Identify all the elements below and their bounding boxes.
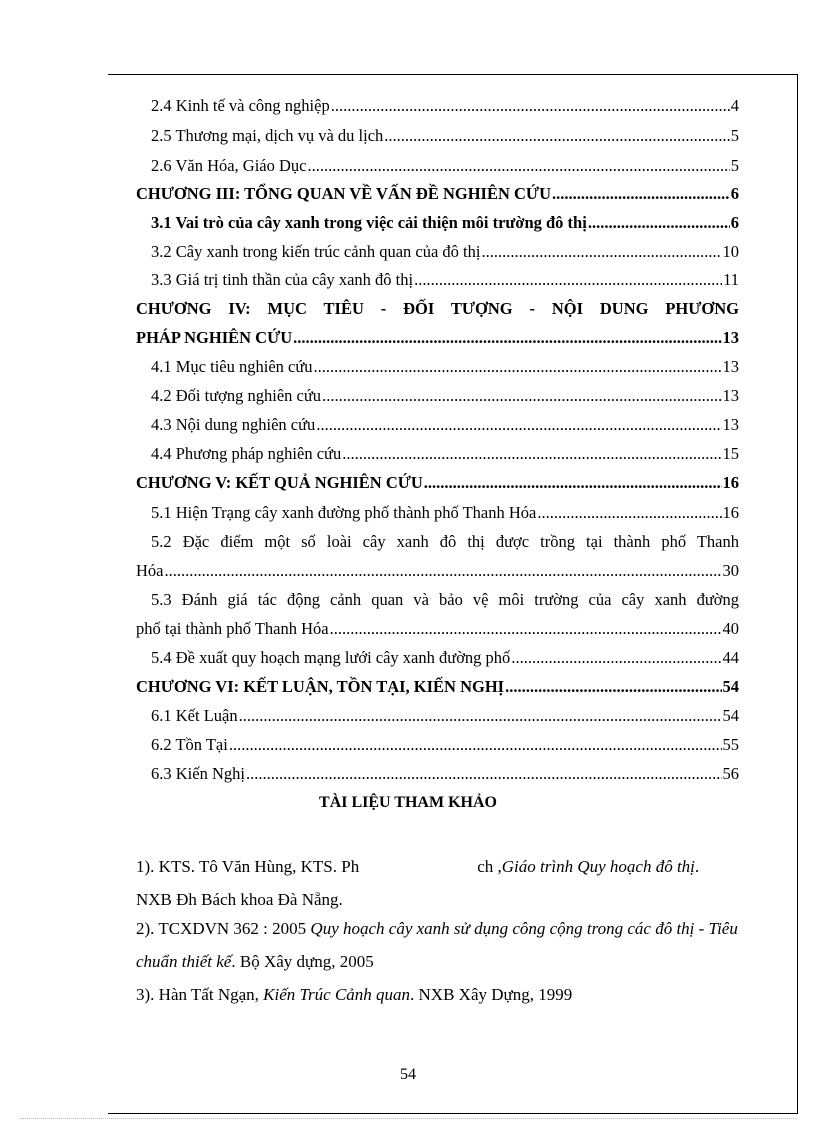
toc-entry-label: 3.2 Cây xanh trong kiến trúc cảnh quan của đô thị [151,242,481,261]
dot-leader [246,764,722,784]
dot-leader [322,386,721,406]
toc-entry[interactable] [136,213,739,233]
toc-entry-label: Hóa [136,561,164,580]
toc-entry-page: 16 [722,503,739,522]
toc-entry-label: 2.4 Kinh tế và công nghiệp [151,96,330,115]
toc-chapter-line[interactable]: CHƯƠNG IV: MỤC TIÊU - ĐỐI TƯỢNG - NỘI DUNG PHƯƠNG [136,299,739,318]
toc-entry[interactable] [136,357,739,377]
dot-leader [229,735,722,755]
toc-entry-page: 54 [722,706,739,725]
dot-leader [588,213,730,233]
dot-leader [308,156,730,176]
toc-entry-page: 54 [722,677,739,696]
toc-chapter[interactable] [136,184,739,204]
toc-entry[interactable] [136,764,739,784]
toc-entry-label: 4.4 Phương pháp nghiên cứu [151,444,342,463]
toc-entry-label: 4.1 Mục tiêu nghiên cứu [151,357,313,376]
dot-leader [342,444,721,464]
toc-entry-line[interactable]: 5.2 Đặc điểm một số loài cây xanh đô thị được trồng tại thành phố Thanh [151,532,739,551]
dot-leader [505,677,721,697]
toc-entry-page: 13 [722,415,739,434]
toc-entry[interactable] [136,619,739,639]
toc-entry[interactable] [136,503,739,523]
dot-leader [165,561,722,581]
references-heading: TÀI LIỆU THAM KHẢO [319,794,497,811]
toc-entry-page: 44 [722,648,739,667]
toc-entry-label: CHƯƠNG VI: KẾT LUẬN, TỒN TẠI, KIẾN NGHỊ [136,677,505,696]
toc-entry-page: 15 [722,444,739,463]
reference-text: ch , [477,857,502,876]
toc-entry-label: 2.5 Thương mại, dịch vụ và du lịch [151,126,384,145]
toc-entry[interactable] [136,415,739,435]
reference-title: Giáo trình Quy hoạch đô thị [501,857,695,876]
reference-text: . NXB Xây Dựng, 1999 [410,985,573,1004]
dot-leader [331,96,730,116]
toc-entry-page: 6 [730,213,739,232]
toc-chapter[interactable] [136,677,739,697]
reference-text: . NXB Đh Bách khoa Đà Nẵng. [136,857,700,909]
toc-entry[interactable] [136,444,739,464]
dot-leader [384,126,729,146]
toc-entry-label: 3.3 Giá trị tinh thần của cây xanh đô thị [151,270,414,289]
toc-entry-label: 2.6 Văn Hóa, Giáo Dục [151,156,307,175]
reference-text: 3). Hàn Tất Ngạn, [136,985,264,1004]
toc-entry[interactable] [136,242,739,262]
dot-leader [239,706,722,726]
dot-leader [314,357,722,377]
toc-entry-label: CHƯƠNG V: KẾT QUẢ NGHIÊN CỨU [136,473,423,492]
toc-entry-page: 6 [730,184,739,203]
toc-entry-page: 11 [723,270,739,289]
toc-entry[interactable] [136,96,739,116]
reference-text: . Bộ Xây dựng, 2005 [231,952,374,971]
toc-entry[interactable] [136,386,739,406]
toc-entry-label: 6.3 Kiến Nghị [151,764,245,783]
toc-entry-label: 4.2 Đối tượng nghiên cứu [151,386,322,405]
toc-entry[interactable] [136,735,739,755]
dot-leader [537,503,721,523]
dot-leader [552,184,730,204]
toc-entry-page: 13 [722,357,739,376]
toc-entry-page: 13 [722,386,739,405]
toc-entry-page: 10 [722,242,739,261]
dot-leader [414,270,722,290]
dot-leader [511,648,721,668]
toc-entry-label: 5.1 Hiện Trạng cây xanh đường phố thành phố Thanh Hóa [151,503,537,522]
page-number: 54 [400,1066,416,1083]
toc-entry-label: PHÁP NGHIÊN CỨU [136,328,293,347]
toc-entry[interactable] [136,648,739,668]
reference-text: 2). TCXDVN 362 : 2005 [136,919,311,938]
toc-chapter[interactable] [136,473,739,493]
toc-chapter[interactable] [136,328,739,348]
dot-leader [316,415,721,435]
toc-entry-page: 5 [730,156,739,175]
toc-entry[interactable] [136,561,739,581]
toc-entry-line[interactable]: 5.3 Đánh giá tác động cảnh quan và bảo vệ môi trường của cây xanh đường [151,590,739,609]
toc-entry-label: phố tại thành phố Thanh Hóa [136,619,329,638]
toc-entry-page: 4 [730,96,739,115]
toc-entry[interactable] [136,126,739,146]
dot-leader [330,619,722,639]
toc-entry-label: CHƯƠNG III: TỔNG QUAN VỀ VẤN ĐỀ NGHIÊN CỨU [136,184,551,203]
reference-item [136,912,739,978]
toc-entry-label: 6.1 Kết Luận [151,706,238,725]
reference-item [136,850,739,916]
dot-leader [293,328,721,348]
toc-entry-page: 56 [722,764,739,783]
dot-leader [481,242,721,262]
toc-entry-label: 5.4 Đề xuất quy hoạch mạng lưới cây xanh đường phố [151,648,511,667]
toc-entry[interactable] [136,270,739,290]
toc-entry-page: 16 [722,473,739,492]
toc-entry-page: 30 [722,561,739,580]
reference-title: Kiến Trúc Cảnh quan [263,985,411,1004]
toc-entry-page: 5 [730,126,739,145]
toc-entry[interactable] [136,706,739,726]
toc-entry-label: 6.2 Tồn Tại [151,735,228,754]
bottom-divider [20,1118,796,1119]
dot-leader [424,473,722,493]
toc-entry-label: 4.3 Nội dung nghiên cứu [151,415,316,434]
reference-text: 1). KTS. Tô Văn Hùng, KTS. Ph [136,857,360,876]
toc-entry[interactable] [136,156,739,176]
toc-entry-page: 55 [722,735,739,754]
reference-title: Quy hoạch cây xanh sử dụng công cộng trong các đô thị - Tiêu chuẩn thiết kế [136,919,738,971]
toc-entry-page: 13 [722,328,739,347]
reference-item [136,978,739,1011]
toc-entry-page: 40 [722,619,739,638]
toc-entry-label: 3.1 Vai trò của cây xanh trong việc cải thiện môi trường đô thị [151,213,587,232]
